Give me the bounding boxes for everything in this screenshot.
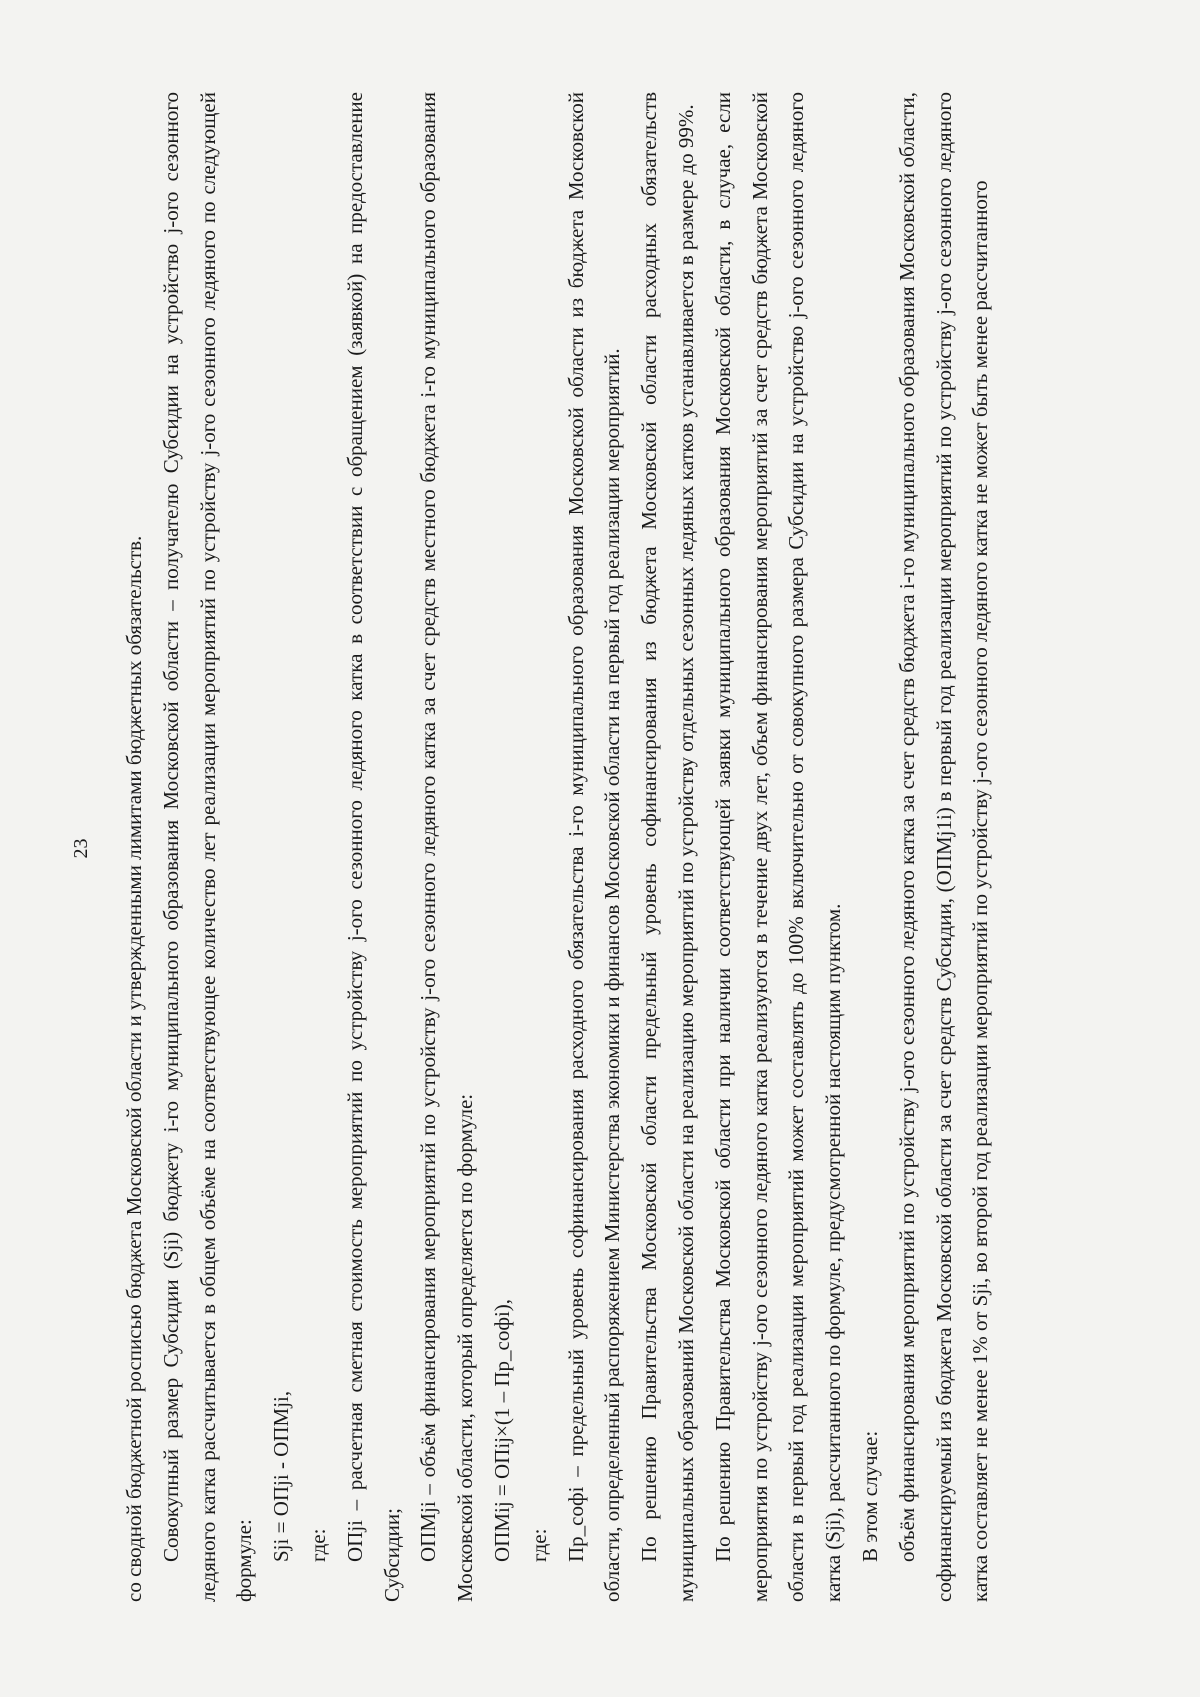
paragraph-total-subsidy: Совокупный размер Субсидии (Sji) бюджету i-го муниципального образования Московской области – получателю Субсидии на устройство j-ого сезонного ледяного катка рассчитывается в общем объёме на соответствующее количество лет реализации мероприятий по устройству j-ого сезонного ледяного по следующей формуле:: [158, 92, 257, 1602]
paragraph-two-year-case: По решению Правительства Московской области при наличии соответствующей заявки муниципального образования Московской области, в случае, если мероприятия по устройству j-ого сезонного ледяного катка реализуются в течение двух лет, объем финансирования мероприятий за счет средств бюджета Московской области в первый год реализации мероприятий может составлять до 100% включительно от совокупного размера Субсидии на устройство j-ого сезонного ледяного катка (Sji), рассчитанного по формуле, предусмотренной настоящим пунктом.: [710, 92, 846, 1602]
paragraph-budget-schedule: со сводной бюджетной росписью бюджета Московской области и утвержденными лимитами бюджетных обязательств.: [122, 535, 146, 1602]
label-where-2: где:: [526, 1528, 551, 1562]
label-where-1: где:: [305, 1528, 330, 1562]
page-number: 23: [70, 838, 92, 859]
formula-sji: Sji = ОПji - ОПМji,: [269, 1390, 294, 1562]
definition-opmji: ОПМji – объём финансирования мероприятий по устройству j-ого сезонного ледяного катка за счет средств местного бюджета i-го муниципального образования Московской области, который определяется по формуле:: [416, 92, 478, 1602]
label-in-this-case: В этом случае:: [857, 1430, 882, 1562]
paragraph-local-budget-volume: объём финансирования мероприятий по устройству j-ого сезонного ледяного катка за счет средств бюджета i-го муниципального образования Московской области, софинансируемый из бюджета Московской области за счет средств Субсидии, (ОПМj1i) в первый год реализации мероприятий по устройству j-ого сезонного ледяного катка составляет не менее 1% от Sji, во второй год реализации мероприятий по устройству j-ого сезонного ледяного катка не может быть менее рассчитанного: [894, 92, 993, 1602]
document-body: [116, 92, 999, 1602]
paragraph-cofinancing-limit: По решению Правительства Московской области предельный уровень софинансирования из бюджета Московской области расходных обязательств муниципальных образований Московской области на реализацию мероприятий по устройству отдельных сезонных ледяных катков устанавливается в размере до 99%.: [637, 92, 698, 1602]
definition-pr-sofi: Пр_софi – предельный уровень софинансирования расходного обязательства i-го муниципального образования Московской области из бюджета Московской области, определенный распоряжением Министерства экономики и финансов Московской области на первый год реализации мероприятий.: [563, 92, 625, 1602]
definition-opji: ОПji – расчетная сметная стоимость мероприятий по устройству j-ого сезонного ледяного катка в соответствии с обращением (заявкой) на предоставление Субсидии;: [342, 92, 404, 1602]
formula-opmij: ОПМij = ОПij×(1 – Пр_софi),: [489, 1298, 514, 1562]
